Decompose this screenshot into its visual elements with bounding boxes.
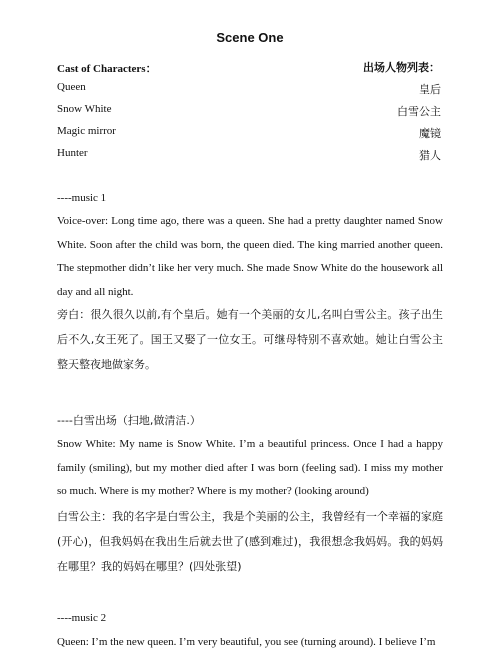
cast-name-en: Queen — [57, 81, 86, 93]
cast-name-en: Hunter — [57, 147, 88, 159]
snow-white-line-en: Snow White: My name is Snow White. I’m a beautiful princess. Once I had a happy family (smiling), but my mother died after I was born (feeling sad). I miss my mother so much. Where is my mother? Where is my mother? (looking around) — [57, 438, 443, 497]
page-title: Scene One — [216, 30, 284, 45]
cast-row — [57, 125, 441, 141]
snow-white-line-cn: 白雪公主：我的名字是白雪公主，我是个美丽的公主，我曾经有一个幸福的家庭(开心)，但我妈妈在我出生后就去世了(感到难过)，我很想念我妈妈。我的妈妈在哪里？我的妈妈在哪里？(四处张望) — [57, 510, 443, 573]
cast-name-cn: 皇后 — [419, 83, 441, 96]
cast-header-en: Cast of Characters： — [57, 63, 157, 75]
cast-name-en: Magic mirror — [57, 125, 116, 137]
cast-row — [57, 147, 441, 163]
voice-over-cn: 旁白：很久很久以前,有个皇后。她有一个美丽的女儿,名叫白雪公主。孩子出生后不久,女王死了。国王又娶了一位女王。可继母特别不喜欢她。她让白雪公主整天整夜地做家务。 — [57, 308, 443, 371]
cast-header-cn: 出场人物列表： — [363, 61, 440, 74]
cast-row — [57, 81, 441, 97]
scene-cue-snow-white-enters: ----白雪出场（扫地,做清洁.） — [57, 414, 201, 427]
voice-over-en: Voice-over: Long time ago, there was a queen. She had a pretty daughter named Snow White. Soon after the child was born, the queen died. The king married another queen. The stepmother didn’t like her very much. She made Snow White do the housework all day and all night. — [57, 215, 443, 298]
music-cue-1: ----music 1 — [57, 192, 107, 204]
cast-row — [57, 103, 441, 119]
queen-line-en: Queen: I’m the new queen. I’m very beautiful, you see (turning around). I believe I’m — [57, 636, 436, 648]
cast-name-en: Snow White — [57, 103, 112, 115]
cast-name-cn: 魔镜 — [419, 127, 441, 140]
cast-name-cn: 猎人 — [419, 149, 441, 162]
cast-name-cn: 白雪公主 — [397, 105, 441, 118]
music-cue-2: ----music 2 — [57, 612, 107, 624]
